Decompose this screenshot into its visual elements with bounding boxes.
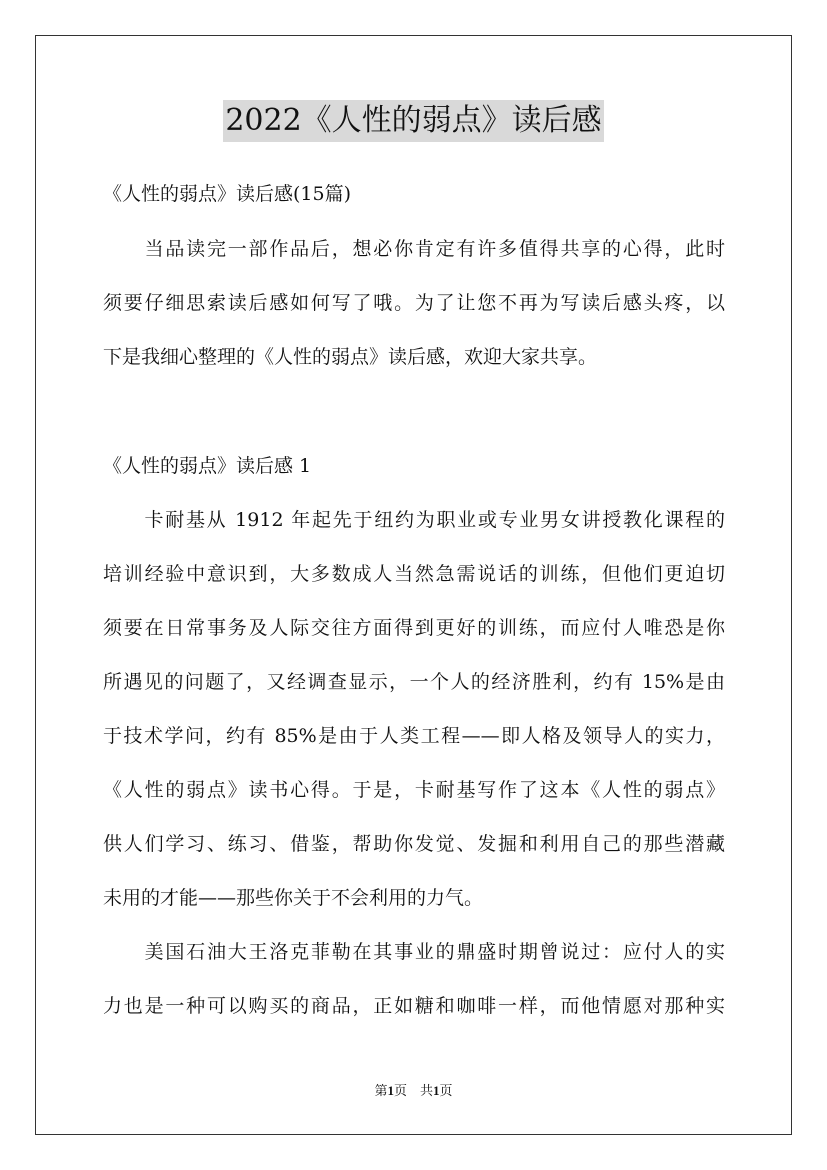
section-heading: 《人性的弱点》读后感 1: [103, 455, 312, 477]
body-line-8: 未用的才能——那些你关于不会利用的力气。: [103, 887, 484, 909]
title-container: [0, 100, 827, 142]
intro-line-3: 下是我细心整理的《人性的弱点》读后感，欢迎大家共享。: [103, 346, 598, 368]
body-line-7: 供人们学习、练习、借鉴，帮助你发觉、发掘和利用自己的那些潜藏: [103, 833, 725, 855]
body-line-4: 所遇见的问题了，又经调查显示，一个人的经济胜利，约有 15%是由: [103, 671, 725, 693]
footer-mid: 页 共: [393, 1083, 433, 1098]
intro-line-2: 须要仔细思索读后感如何写了哦。为了让您不再为写读后感头疼，以: [103, 292, 725, 314]
page-footer: [0, 1082, 827, 1100]
body-line-5: 于技术学问，约有 85%是由于人类工程——即人格及领导人的实力，: [103, 725, 725, 747]
body-line-10: 力也是一种可以购买的商品，正如糖和咖啡一样，而他情愿对那种实: [103, 995, 725, 1017]
intro-line-1: 当品读完一部作品后，想必你肯定有许多值得共享的心得，此时: [103, 238, 725, 260]
footer-prefix: 第: [374, 1083, 388, 1098]
body-line-6: 《人性的弱点》读书心得。于是，卡耐基写作了这本《人性的弱点》: [103, 779, 725, 801]
document-subtitle: 《人性的弱点》读后感(15篇): [103, 183, 352, 205]
document-title: 2022《人性的弱点》读后感: [223, 100, 603, 142]
body-line-2: 培训经验中意识到，大多数成人当然急需说话的训练，但他们更迫切: [103, 563, 725, 585]
footer-page-current: 1: [387, 1083, 394, 1098]
body-line-3: 须要在日常事务及人际交往方面得到更好的训练，而应付人唯恐是你: [103, 617, 725, 639]
footer-suffix: 页: [439, 1083, 453, 1098]
body-line-1: 卡耐基从 1912 年起先于纽约为职业或专业男女讲授教化课程的: [103, 509, 725, 531]
body-line-9: 美国石油大王洛克菲勒在其事业的鼎盛时期曾说过：应付人的实: [103, 941, 725, 963]
footer-page-total: 1: [433, 1083, 440, 1098]
